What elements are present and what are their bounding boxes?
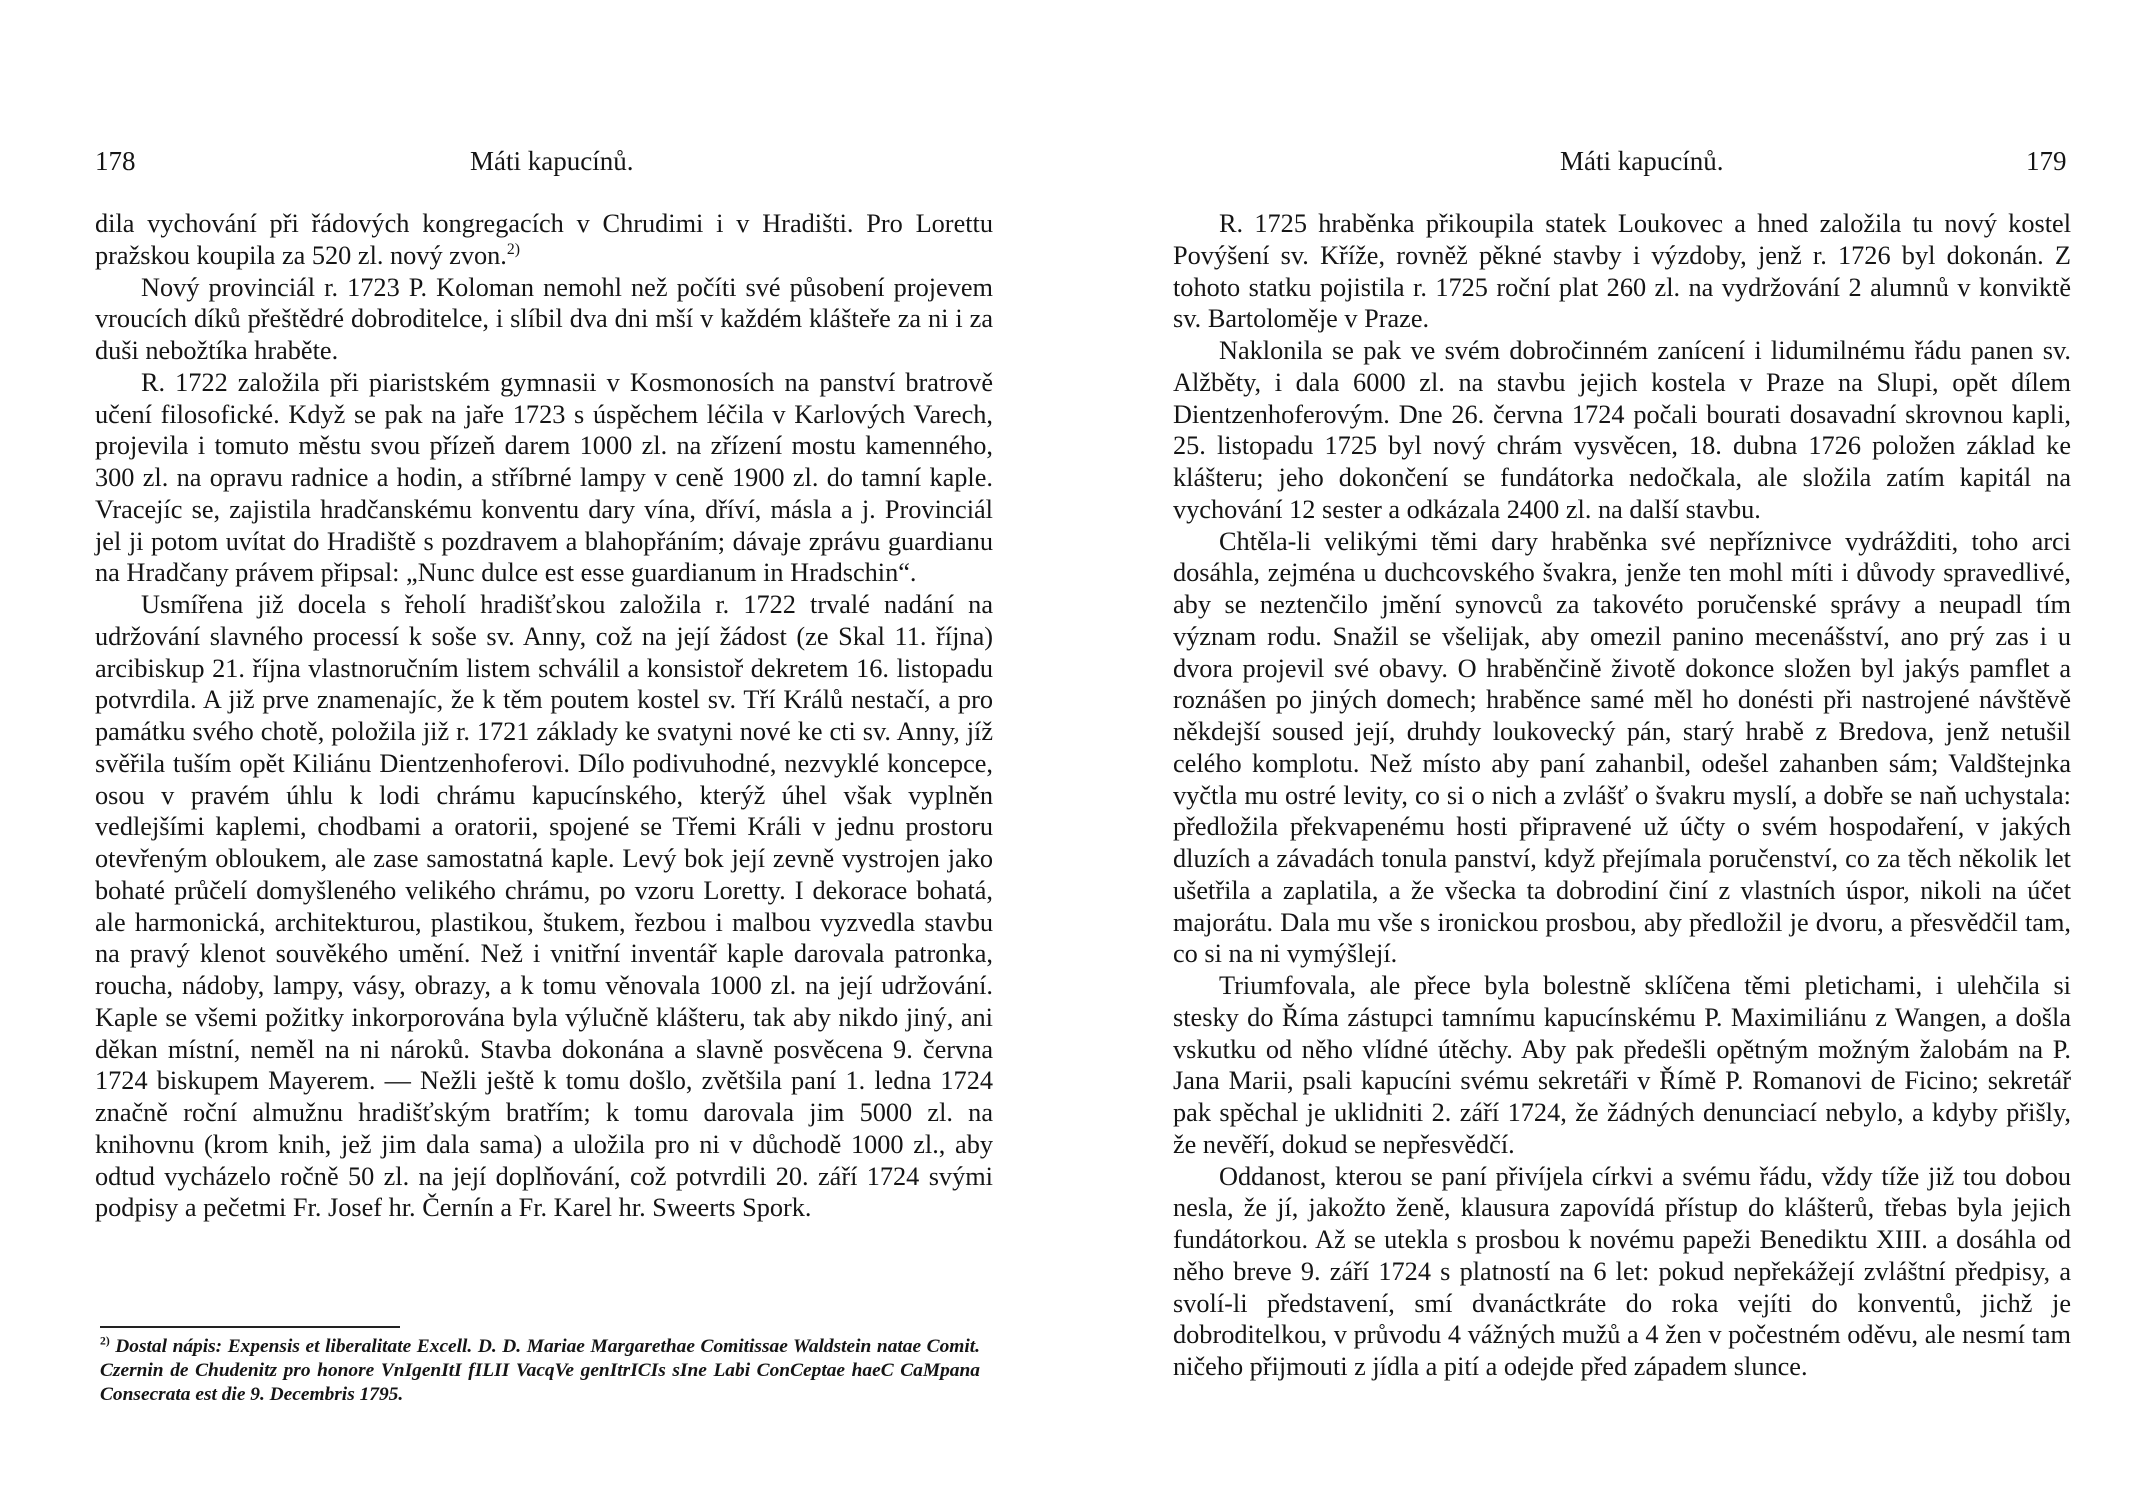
body-text — [1173, 208, 2071, 1383]
paragraph: R. 1725 hraběnka přikoupila statek Loukovec a hned založila tu nový kostel Povýšení sv. Kříže, rovněž pěkné stavby i výzdoby, jenž r. 1726 byl dokonán. Z tohoto statku pojistila r. 1725 roční plat 260 zl. na vydržování 2 alumnů v konviktě sv. Bartoloměje v Praze. — [1173, 209, 2071, 334]
footnote — [100, 1335, 980, 1407]
footnote-divider — [100, 1326, 400, 1328]
running-title: Máti kapucínů. — [470, 146, 634, 176]
paragraph: Nový provinciál r. 1723 P. Koloman nemohl než počíti své působení projevem vroucích díků přeštědré dobroditelce, i slíbil dva dni mší v každém klášteře za ni i za duši nebožtíka hraběte. — [95, 272, 993, 365]
footnote-text: Dostal nápis: Expensis et liberalitate Excell. D. D. Mariae Margarethae Comitissae Waldstein natae Comit. Czernin de Chudenitz pro honore VnIgenItI fILII VacqVe genItrICIs sIne Labi ConCeptae haeC CaMpana Consecrata est die 9. Decembris 1795. — [100, 1336, 980, 1405]
page-number: 179 — [2026, 146, 2067, 176]
paragraph: Oddanost, kterou se paní přivíjela církvi a svému řádu, vždy tíže již tou dobou nesla, že jí, jakožto ženě, klausura zapovídá přístup do klášterů, třebas byla jejich fundátorkou. Až se utekla s prosbou k novému papeži Benediktu XIII. a dosáhla od něho breve 9. září 1724 s platností na 6 let: pokud nepřekážejí zvláštní předpisy, a svolí-li představení, smí dvanáctkráte do roka vejíti do konventů, jichž je dobroditelkou, v průvodu 4 vážných mužů a 4 žen v počestném oděvu, ale nesmí tam ničeho přijmouti z jídla a pití a odejde před západem slunce. — [1173, 1161, 2071, 1381]
paragraph: Usmířena již docela s řeholí hradišťskou založila r. 1722 trvalé nadání na udržování slavného processí k soše sv. Anny, což na její žádost (ze Skal 11. října) arcibiskup 21. října vlastnoručním listem schválil a konsistoř dekretem 16. listopadu potvrdila. A již prve znamenajíc, že k těm poutem kostel sv. Tří Králů nestačí, a pro památku svého chotě, položila již r. 1721 základy ke svatyni nové ke cti sv. Anny, jíž svěřila tuším opět Kiliánu Dientzenhoferovi. Dílo podivuhodné, nezvyklé koncepce, osou v pravém úhlu k lodi chrámu kapucínského, kterýž úhel však vyplněn vedlejšími kaplemi, chodbami a oratorii, spojené se Třemi Králi v jednu prostoru otevřeným obloukem, ale zase samostatná kaple. Levý bok její zevně vystrojen jako bohaté průčelí domyšleného velikého chrámu, po vzoru Loretty. I dekorace bohatá, ale harmonická, architekturou, plastikou, štukem, řezbou i malbou vyzvedla stavbu na pravý klenot souvěkého umění. Než i vnitřní inventář kaple darovala patronka, roucha, nádoby, lampy, vásy, obrazy, a k tomu věnovala 1000 zl. na její udržování. Kaple se všemi požitky inkorporována byla výlučně klášteru, tak aby nikdo jiný, ani děkan místní, neměl na ni nároků. Stavba dokonána a slavně posvěcena 9. června 1724 biskupem Mayerem. — Nežli ještě k tomu došlo, zvětšila paní 1. ledna 1724 značně roční almužnu hradišťským bratřím; k tomu darovala jim 5000 zl. na knihovnu (krom knih, jež jim dala sama) a uložila pro ni v důchodě 1000 zl., aby odtud vycházelo ročně 50 zl. na její doplňování, což potvrdili 20. září 1724 svými podpisy a pečetmi Fr. Josef hr. Černín a Fr. Karel hr. Sweerts Spork. — [95, 590, 993, 1223]
footnote-reference: 2) — [506, 240, 521, 258]
paragraph: Chtěla-li velikými těmi dary hraběnka své nepříznivce vydrážditi, toho arci dosáhla, zejména u duchcovského švakra, jenže ten mohl míti i důvody spravedlivé, aby se neztenčilo jmění synovců za takovéto poručenské správy a neupadl tím význam rodu. Snažil se všelijak, aby omezil panino mecenášství, ano prý zas i u dvora projevil své obavy. O hraběnčině životě dokonce složen byl jakýs pamflet a roznášen po jiných domech; hraběnce samé měl ho donésti při nastrojené návštěvě někdejší soused její, druhdy loukovecký pán, starý hrabě z Bredova, jenž netušil celého komplotu. Než místo aby paní zahanbil, odešel zahanben sám; Valdštejnka vyčtla mu ostré levity, co si o nich a zvlášť o švakru myslí, a dobře se naň uchystala: předložila překvapenému hosti připravené už účty o svém hospodaření, v jakých dluzích a závadách tonula panství, když přejímala poručenství, co za těch několik let ušetřila a zaplatila, a že všecka ta dobrodiní činí z vlastních úspor, nikoli na účet majorátu. Dala mu vše s ironickou prosbou, aby předložil je dvoru, a přesvědčil tam, co si na ni vymýšlejí. — [1173, 526, 2071, 969]
paragraph: R. 1722 založila při piaristském gymnasii v Kosmonosích na panství bratrově učení filosofické. Když se pak na jaře 1723 s úspěchem léčila v Karlových Varech, projevila i tomuto městu svou přízeň darem 1000 zl. na zřízení mostu kamenného, 300 zl. na opravu radnice a hodin, a stříbrné lampy v ceně 1900 zl. do tamní kaple. Vracejíc se, zajistila hradčanskému konventu dary vína, dříví, másla a j. Provinciál jel ji potom uvítat do Hradiště s pozdravem a blahopřáním; dávaje zprávu guardianu na Hradčany právem připsal: „Nunc dulce est esse guardianum in Hradschin“. — [95, 367, 993, 588]
running-title: Máti kapucínů. — [1560, 146, 1724, 176]
body-text — [95, 208, 993, 1224]
paragraph: Triumfovala, ale přece byla bolestně sklíčena těmi pletichami, i ulehčila si stesky do Říma zástupci tamnímu kapucínskému P. Maximiliánu z Wangen, a došla vskutku od něho vlídné útěchy. Aby pak předešli opětným možným žalobám na P. Jana Marii, psali kapucíni svému sekretáři v Římě P. Romanovi de Ficino; sekretář pak spěchal je uklidniti 2. září 1724, že žádných denunciací nebylo, a kdyby přišly, že nevěří, dokud se nepřesvědčí. — [1173, 971, 2071, 1159]
paragraph: dila vychování při řádových kongregacích v Chrudimi i v Hradišti. Pro Lorettu pražskou koupila za 520 zl. nový zvon.$^{2)}$ — [95, 209, 993, 270]
footnote-marker: 2) — [100, 1334, 110, 1348]
page-number: 178 — [95, 146, 136, 176]
right-page — [1074, 0, 2148, 1500]
paragraph: Naklonila se pak ve svém dobročinném zanícení i lidumilnému řádu panen sv. Alžběty, i dala 6000 zl. na stavbu jejich kostela v Praze na Slupi, opět dílem Dientzenhoferovým. Dne 26. června 1724 počali bourati dosavadní skrovnou kapli, 25. listopadu 1725 byl nový chrám vysvěcen, 18. dubna 1726 položen základ ke klášteru; jeho dokončení se fundátorka nedočkala, ale složila zatím kapitál na vychování 12 sester a odkázala 2400 zl. na další stavbu. — [1173, 336, 2071, 524]
